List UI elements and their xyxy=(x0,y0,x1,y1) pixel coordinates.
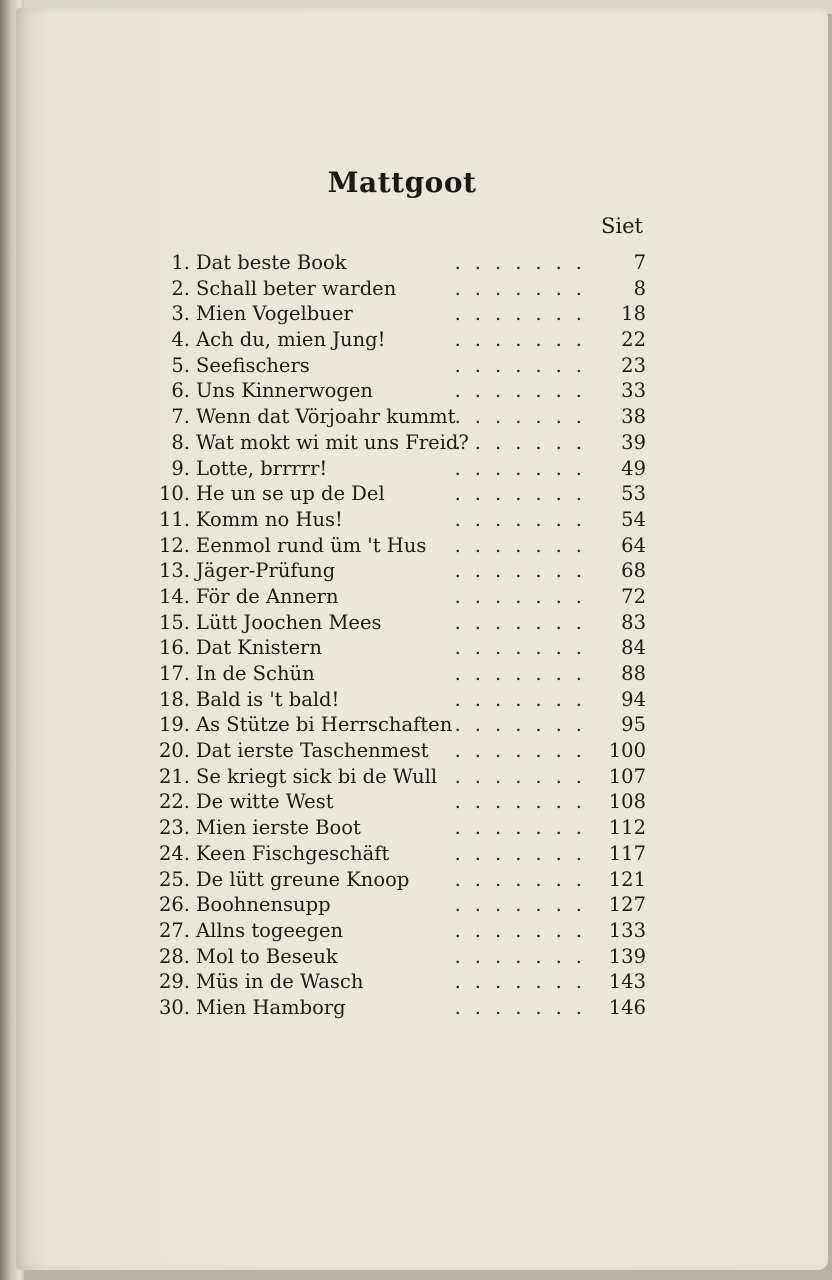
toc-entry-title: Mien ierste Boot xyxy=(196,816,361,840)
dot-leader: ....... xyxy=(454,328,596,352)
toc-entry-title: De lütt greune Knoop xyxy=(196,867,410,891)
toc-entry-page: 100 xyxy=(608,739,646,763)
toc-entry-number: 27. xyxy=(158,918,190,942)
toc-entry xyxy=(136,533,646,559)
toc-entry xyxy=(136,558,646,584)
toc-entry-title: Boohnensupp xyxy=(196,893,331,917)
toc-entry-page: 23 xyxy=(621,353,646,377)
toc-entry xyxy=(136,738,646,764)
toc-entry-page: 146 xyxy=(608,995,646,1019)
dot-leader: ....... xyxy=(454,559,596,583)
toc-entry-page: 95 xyxy=(621,713,646,737)
toc-entry xyxy=(136,712,646,738)
toc-entry-number: 13. xyxy=(158,559,190,583)
toc-entry xyxy=(136,507,646,533)
toc-entry-title: Mien Hamborg xyxy=(196,995,346,1019)
toc-entry-title: Schall beter warden xyxy=(196,276,397,300)
toc-entry-page: 127 xyxy=(608,893,646,917)
dot-leader: ....... xyxy=(454,636,596,660)
toc-entry-number: 15. xyxy=(158,610,190,634)
dot-leader: ....... xyxy=(454,584,596,608)
toc-entry xyxy=(136,944,646,970)
toc-entry-title: Lütt Joochen Mees xyxy=(196,610,382,634)
toc-entry-number: 9. xyxy=(171,456,190,480)
toc-entry xyxy=(136,841,646,867)
toc-entry-title: Eenmol rund üm 't Hus xyxy=(196,533,427,557)
dot-leader: ....... xyxy=(454,662,596,685)
toc-entry xyxy=(136,815,646,841)
dot-leader: ....... xyxy=(454,970,596,994)
toc-entry xyxy=(136,969,646,995)
dot-leader: ....... xyxy=(454,739,596,763)
toc-entry-page: 18 xyxy=(621,302,646,326)
dot-leader: ....... xyxy=(454,251,596,274)
toc-entry-number: 30. xyxy=(158,995,190,1019)
toc-entry xyxy=(136,918,646,944)
toc-entry-number: 14. xyxy=(158,584,190,608)
toc-entry-page: 94 xyxy=(621,687,646,711)
toc-entry-title: Komm no Hus! xyxy=(196,507,343,531)
toc-entry-number: 10. xyxy=(158,482,190,506)
toc-entry-title: För de Annern xyxy=(196,584,339,608)
toc-entry xyxy=(136,250,646,276)
dot-leader: ....... xyxy=(454,893,596,917)
toc-entry xyxy=(136,764,646,790)
dot-leader: ....... xyxy=(454,379,596,403)
toc-entry xyxy=(136,327,646,353)
toc-entry xyxy=(136,687,646,713)
toc-entry-title: Uns Kinnerwogen xyxy=(196,379,373,403)
page-title: Mattgoot xyxy=(327,166,477,199)
toc-entry-page: 7 xyxy=(633,251,646,274)
toc-entry-title: As Stütze bi Herrschaften xyxy=(196,713,453,737)
toc-entry-title: Keen Fischgeschäft xyxy=(196,841,390,865)
toc-entry xyxy=(136,430,646,456)
toc-entry-page: 121 xyxy=(608,867,646,891)
toc-entry-page: 64 xyxy=(621,533,646,557)
toc-entry-page: 39 xyxy=(621,430,646,454)
toc-entry xyxy=(136,481,646,507)
toc-entry-number: 24. xyxy=(158,841,190,865)
toc-entry-page: 38 xyxy=(621,405,646,429)
toc-entry-page: 143 xyxy=(608,970,646,994)
dot-leader: ....... xyxy=(454,456,596,480)
toc-entry-number: 23. xyxy=(158,816,190,840)
toc-entry-page: 53 xyxy=(621,482,646,506)
dot-leader: ....... xyxy=(454,482,596,506)
toc-entry-number: 17. xyxy=(158,662,190,685)
toc-entry-number: 19. xyxy=(158,713,190,737)
dot-leader: ....... xyxy=(454,405,596,429)
toc-entry xyxy=(136,661,646,687)
dot-leader: ....... xyxy=(454,276,596,300)
dot-leader: ....... xyxy=(454,353,596,377)
toc-entry-number: 29. xyxy=(158,970,190,994)
toc-entry xyxy=(136,456,646,482)
toc-entry-number: 12. xyxy=(158,533,190,557)
toc-entry-number: 11. xyxy=(158,507,190,531)
toc-entry-number: 28. xyxy=(158,944,190,968)
toc-entry-number: 16. xyxy=(158,636,190,660)
toc-entry-title: Dat ierste Taschenmest xyxy=(196,739,429,763)
dot-leader: ....... xyxy=(454,790,596,814)
dot-leader: ....... xyxy=(454,867,596,891)
dot-leader: ....... xyxy=(454,764,596,788)
toc-entry xyxy=(136,276,646,302)
toc-entry-title: Mol to Beseuk xyxy=(196,944,338,968)
toc-entry-number: 8. xyxy=(171,430,190,454)
toc-entry xyxy=(136,789,646,815)
toc-entry-page: 112 xyxy=(608,816,646,840)
dot-leader: ....... xyxy=(454,533,596,557)
toc-entry-title: Wat mokt wi mit uns Freid? xyxy=(196,430,469,454)
dot-leader: ....... xyxy=(454,430,596,454)
dot-leader: ....... xyxy=(454,507,596,531)
toc-entry xyxy=(136,584,646,610)
dot-leader: ....... xyxy=(454,816,596,840)
toc-entry-page: 84 xyxy=(621,636,646,660)
toc-entry-number: 5. xyxy=(171,353,190,377)
toc-entry-page: 68 xyxy=(621,559,646,583)
dot-leader: ....... xyxy=(454,713,596,737)
toc-entry-title: Se kriegt sick bi de Wull xyxy=(196,764,438,788)
toc-entry-title: Dat Knistern xyxy=(196,636,322,660)
toc-entry xyxy=(136,892,646,918)
table-of-contents xyxy=(136,250,646,1021)
toc-entry-number: 3. xyxy=(171,302,190,326)
toc-entry-title: Müs in de Wasch xyxy=(196,970,364,994)
toc-entry-page: 139 xyxy=(608,944,646,968)
toc-entry-page: 88 xyxy=(621,662,646,685)
toc-entry-number: 20. xyxy=(158,739,190,763)
toc-entry-page: 133 xyxy=(608,918,646,942)
dot-leader: ....... xyxy=(454,841,596,865)
toc-entry-title: Bald is 't bald! xyxy=(196,687,340,711)
toc-entry-page: 22 xyxy=(621,328,646,352)
toc-entry xyxy=(136,404,646,430)
dot-leader: ....... xyxy=(454,610,596,634)
toc-entry xyxy=(136,867,646,893)
dot-leader: ....... xyxy=(454,687,596,711)
toc-entry-number: 25. xyxy=(158,867,190,891)
toc-entry-title: Mien Vogelbuer xyxy=(196,302,353,326)
toc-entry-page: 54 xyxy=(621,507,646,531)
toc-entry-title: Seefischers xyxy=(196,353,310,377)
toc-entry-title: Ach du, mien Jung! xyxy=(196,328,386,352)
toc-entry-page: 8 xyxy=(633,276,646,300)
toc-entry xyxy=(136,301,646,327)
toc-entry-page: 49 xyxy=(621,456,646,480)
toc-entry-title: Jäger-Prüfung xyxy=(196,559,336,583)
dot-leader: ....... xyxy=(454,302,596,326)
toc-entry-number: 4. xyxy=(171,328,190,352)
toc-entry xyxy=(136,353,646,379)
toc-entry-number: 18. xyxy=(158,687,190,711)
dot-leader: ....... xyxy=(454,944,596,968)
toc-entry-number: 6. xyxy=(171,379,190,403)
toc-entry-title: Wenn dat Vörjoahr kummt xyxy=(196,405,456,429)
toc-entry-page: 72 xyxy=(621,584,646,608)
toc-entry xyxy=(136,378,646,404)
toc-entry-page: 117 xyxy=(608,841,646,865)
dot-leader: ....... xyxy=(454,995,596,1019)
toc-entry-number: 1. xyxy=(171,251,190,274)
toc-entry-number: 26. xyxy=(158,893,190,917)
toc-entry-title: De witte West xyxy=(196,790,334,814)
toc-entry-number: 2. xyxy=(171,276,190,300)
toc-entry-number: 21. xyxy=(158,764,190,788)
book-page xyxy=(16,8,828,1270)
toc-entry-title: In de Schün xyxy=(196,662,315,685)
dot-leader: ....... xyxy=(454,918,596,942)
toc-entry-title: Allns togeegen xyxy=(196,918,344,942)
toc-entry-number: 7. xyxy=(171,405,190,429)
toc-entry-number: 22. xyxy=(158,790,190,814)
toc-entry-title: He un se up de Del xyxy=(196,482,385,506)
toc-entry-page: 33 xyxy=(621,379,646,403)
toc-entry-page: 108 xyxy=(608,790,646,814)
toc-entry xyxy=(136,995,646,1021)
toc-entry xyxy=(136,610,646,636)
page-column-header: Siet xyxy=(601,214,643,238)
toc-entry-title: Dat beste Book xyxy=(196,251,347,274)
toc-entry xyxy=(136,635,646,661)
toc-entry-page: 83 xyxy=(621,610,646,634)
toc-entry-title: Lotte, brrrrr! xyxy=(196,456,328,480)
toc-entry-page: 107 xyxy=(608,764,646,788)
